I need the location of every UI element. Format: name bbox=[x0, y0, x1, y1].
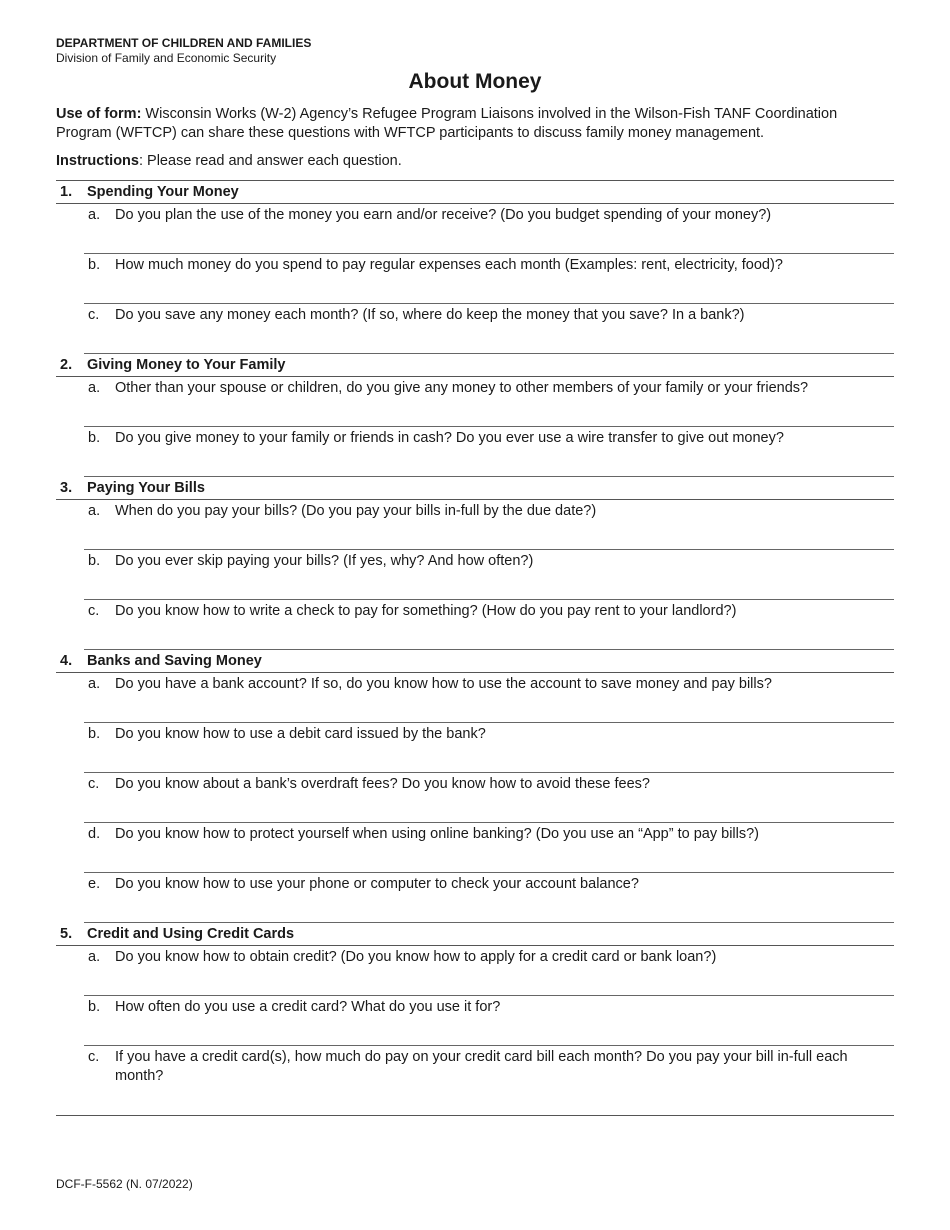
question-text: Do you know how to protect yourself when using online banking? (Do you use an “App” to pay bills?) bbox=[115, 826, 760, 842]
instructions-label: Instructions bbox=[56, 153, 139, 169]
use-of-form bbox=[56, 105, 894, 143]
form-page bbox=[56, 36, 894, 1116]
question-letter: b. bbox=[88, 726, 101, 742]
question-row[interactable] bbox=[84, 550, 894, 600]
question-letter: b. bbox=[88, 999, 101, 1015]
question-text: Other than your spouse or children, do you give any money to other members of your family or your friends? bbox=[115, 380, 809, 396]
instructions-text: : Please read and answer each question. bbox=[138, 153, 402, 169]
section-title: Spending Your Money bbox=[87, 184, 239, 200]
section-header bbox=[56, 650, 894, 673]
question-text: When do you pay your bills? (Do you pay your bills in-full by the due date?) bbox=[115, 503, 597, 519]
question-text: Do you ever skip paying your bills? (If yes, why? And how often?) bbox=[115, 553, 534, 569]
question-row[interactable] bbox=[84, 873, 894, 923]
section-number: 4. bbox=[60, 653, 73, 669]
question-row[interactable] bbox=[84, 427, 894, 477]
section-title: Credit and Using Credit Cards bbox=[87, 926, 295, 942]
question-row[interactable] bbox=[84, 600, 894, 650]
question-row[interactable] bbox=[84, 996, 894, 1046]
question-letter: b. bbox=[88, 257, 101, 273]
question-text: Do you have a bank account? If so, do you know how to use the account to save money and pay bills? bbox=[115, 676, 772, 692]
question-letter: c. bbox=[88, 603, 100, 619]
section-number: 1. bbox=[60, 184, 73, 200]
section-number: 5. bbox=[60, 926, 73, 942]
question-letter: a. bbox=[88, 503, 101, 519]
use-of-form-label: Use of form: bbox=[56, 106, 142, 122]
question-letter: b. bbox=[88, 430, 101, 446]
question-letter: d. bbox=[88, 826, 101, 842]
question-row[interactable] bbox=[84, 377, 894, 427]
question-text: Do you know how to use a debit card issued by the bank? bbox=[115, 726, 486, 742]
question-row[interactable] bbox=[84, 304, 894, 354]
question-text: Do you save any money each month? (If so, where do keep the money that you save? In a bank?) bbox=[115, 307, 745, 323]
question-letter: c. bbox=[88, 1049, 100, 1065]
question-row[interactable] bbox=[84, 500, 894, 550]
question-letter: a. bbox=[88, 207, 101, 223]
question-letter: a. bbox=[88, 949, 101, 965]
section-title: Banks and Saving Money bbox=[87, 653, 262, 669]
section-header bbox=[56, 354, 894, 377]
question-row[interactable] bbox=[84, 946, 894, 996]
use-of-form-text: Wisconsin Works (W-2) Agency’s Refugee Program Liaisons involved in the Wilson-Fish TANF Coordination Program (WFTCP) can share these questions with WFTCP participants to discuss family money management. bbox=[56, 106, 838, 141]
question-letter: c. bbox=[88, 307, 100, 323]
section-header bbox=[56, 181, 894, 204]
question-letter: a. bbox=[88, 676, 101, 692]
page-title: About Money bbox=[408, 70, 542, 93]
department-name: DEPARTMENT OF CHILDREN AND FAMILIES bbox=[56, 36, 312, 50]
question-text: Do you plan the use of the money you earn and/or receive? (Do you budget spending of your money?) bbox=[115, 207, 772, 223]
question-row[interactable] bbox=[56, 1046, 894, 1116]
section-header bbox=[56, 923, 894, 946]
division-name: Division of Family and Economic Security bbox=[56, 51, 277, 65]
question-text: Do you know how to write a check to pay for something? (How do you pay rent to your landlord?) bbox=[115, 603, 737, 619]
question-sections bbox=[56, 180, 894, 1116]
question-text: How much money do you spend to pay regular expenses each month (Examples: rent, electricity, food)? bbox=[115, 257, 783, 273]
section-title: Giving Money to Your Family bbox=[87, 357, 286, 373]
question-letter: a. bbox=[88, 380, 101, 396]
question-text: If you have a credit card(s), how much do pay on your credit card bill each month? Do you pay your bill in-full each month? bbox=[115, 1049, 848, 1084]
question-row[interactable] bbox=[84, 823, 894, 873]
section-title: Paying Your Bills bbox=[87, 480, 205, 496]
question-row[interactable] bbox=[84, 723, 894, 773]
question-text: Do you give money to your family or friends in cash? Do you ever use a wire transfer to give out money? bbox=[115, 430, 784, 446]
question-row[interactable] bbox=[84, 204, 894, 254]
question-letter: b. bbox=[88, 553, 101, 569]
question-row[interactable] bbox=[84, 254, 894, 304]
question-text: Do you know about a bank’s overdraft fees? Do you know how to avoid these fees? bbox=[115, 776, 650, 792]
instructions bbox=[56, 152, 894, 171]
question-row[interactable] bbox=[84, 773, 894, 823]
form-id-footer: DCF-F-5562 (N. 07/2022) bbox=[56, 1177, 193, 1191]
question-text: How often do you use a credit card? What do you use it for? bbox=[115, 999, 501, 1015]
question-letter: e. bbox=[88, 876, 101, 892]
question-letter: c. bbox=[88, 776, 100, 792]
section-header bbox=[56, 477, 894, 500]
question-text: Do you know how to use your phone or computer to check your account balance? bbox=[115, 876, 639, 892]
question-text: Do you know how to obtain credit? (Do you know how to apply for a credit card or bank loan?) bbox=[115, 949, 717, 965]
section-number: 2. bbox=[60, 357, 73, 373]
question-row[interactable] bbox=[84, 673, 894, 723]
section-number: 3. bbox=[60, 480, 73, 496]
